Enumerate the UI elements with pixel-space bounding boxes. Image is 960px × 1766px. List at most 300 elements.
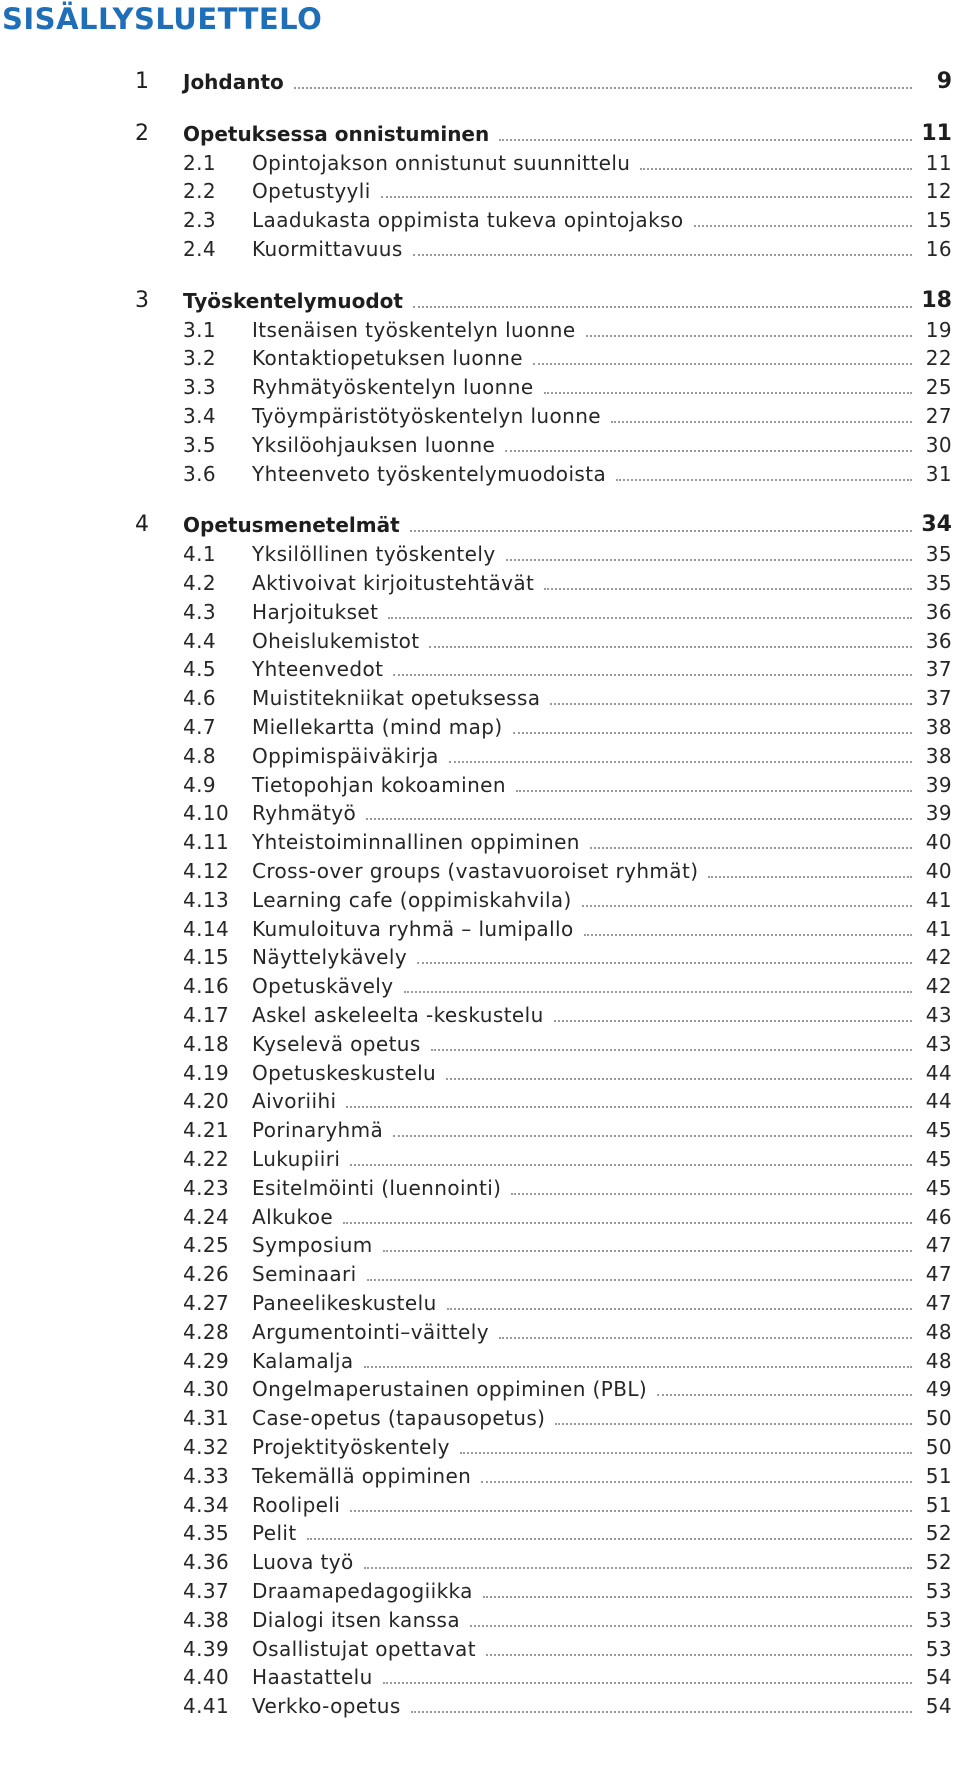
sub-number: 2.2	[183, 179, 217, 204]
sub-label-line	[252, 1404, 918, 1432]
sub-label-line	[252, 1174, 918, 1202]
dot-leader	[350, 1163, 912, 1166]
sub-page-number: 45	[925, 1147, 952, 1171]
sub-page-number: 27	[925, 404, 952, 428]
sub-page-number: 49	[925, 1377, 952, 1402]
toc-section-entry[interactable]	[0, 915, 960, 943]
chapter-number: 2	[135, 120, 149, 146]
sub-label-line	[252, 799, 918, 827]
sub-label-line	[252, 684, 918, 712]
sub-number: 4.1	[183, 542, 217, 567]
toc-section-entry[interactable]	[0, 799, 960, 827]
sub-page-number: 35	[925, 571, 952, 595]
sub-label-line	[252, 316, 918, 344]
sub-page-number: 36	[925, 599, 952, 624]
sub-title: Haastattelu	[252, 1665, 373, 1690]
sub-title: Cross-over groups (vastavuoroiset ryhmät)	[252, 859, 699, 883]
dot-leader	[584, 933, 912, 936]
dot-leader	[447, 1307, 912, 1310]
sub-number: 3.3	[183, 375, 217, 400]
sub-number: 4.35	[183, 1521, 230, 1546]
sub-label-line	[252, 177, 918, 205]
toc-chapter-entry[interactable]	[0, 511, 960, 539]
sub-page-number: 11	[925, 150, 952, 175]
sub-label-line	[252, 373, 918, 401]
dot-leader	[708, 875, 912, 878]
toc-section-entry[interactable]	[0, 1289, 960, 1317]
sub-page-number: 38	[925, 715, 952, 739]
sub-number: 4.7	[183, 715, 217, 739]
toc-section-entry[interactable]	[0, 1548, 960, 1576]
toc-section-entry[interactable]	[0, 1145, 960, 1173]
dot-leader	[431, 1048, 912, 1051]
dot-leader	[393, 1134, 912, 1137]
toc-section-entry[interactable]	[0, 1001, 960, 1029]
dot-leader	[364, 1566, 912, 1569]
toc-section-entry[interactable]	[0, 1260, 960, 1288]
sub-title: Harjoitukset	[252, 599, 379, 624]
toc-section-entry[interactable]	[0, 655, 960, 683]
sub-title: Tietopohjan kokoaminen	[252, 772, 506, 797]
toc-chapter-entry[interactable]	[0, 120, 960, 148]
sub-title: Kontaktiopetuksen luonne	[252, 346, 523, 371]
sub-number: 4.16	[183, 974, 230, 999]
toc-section-entry[interactable]	[0, 886, 960, 914]
sub-label-line	[252, 886, 918, 914]
sub-page-number: 37	[925, 686, 952, 711]
sub-page-number: 53	[925, 1607, 952, 1632]
sub-number: 3.6	[183, 461, 217, 486]
sub-title: Lukupiiri	[252, 1147, 341, 1171]
chapter-page-number: 18	[921, 287, 952, 313]
dot-leader	[410, 529, 912, 532]
sub-label-line	[252, 1635, 918, 1663]
toc-section-entry[interactable]	[0, 460, 960, 488]
sub-number: 4.28	[183, 1319, 230, 1344]
toc-section-entry[interactable]	[0, 206, 960, 234]
sub-page-number: 22	[925, 346, 952, 371]
chapter-page-number: 11	[921, 120, 952, 146]
sub-number: 4.3	[183, 599, 217, 624]
sub-title: Askel askeleelta -keskustelu	[252, 1003, 544, 1027]
sub-number: 3.5	[183, 432, 217, 457]
sub-title: Case-opetus (tapausopetus)	[252, 1406, 546, 1431]
sub-title: Miellekartta (mind map)	[252, 715, 503, 739]
toc-section-entry[interactable]	[0, 1318, 960, 1346]
dot-leader	[367, 1278, 912, 1281]
chapter-number: 1	[135, 69, 149, 94]
sub-page-number: 36	[925, 628, 952, 653]
sub-label-line	[252, 972, 918, 1000]
toc-section-entry[interactable]	[0, 713, 960, 741]
dot-leader	[554, 1019, 912, 1022]
dot-leader	[446, 1077, 912, 1080]
sub-label-line	[252, 1260, 918, 1288]
toc-section-entry[interactable]	[0, 771, 960, 799]
sub-number: 2.4	[183, 237, 217, 261]
sub-page-number: 25	[925, 375, 952, 400]
sub-title: Tekemällä oppiminen	[252, 1463, 472, 1488]
sub-title: Kalamalja	[252, 1348, 354, 1373]
sub-label-line	[252, 1116, 918, 1144]
toc-section-entry[interactable]	[0, 1404, 960, 1432]
dot-leader	[307, 1537, 912, 1540]
sub-number: 4.26	[183, 1262, 230, 1287]
sub-label-line	[252, 857, 918, 885]
toc-section-entry[interactable]	[0, 316, 960, 344]
sub-title: Verkko-opetus	[252, 1694, 401, 1719]
dot-leader	[544, 587, 912, 590]
sub-number: 4.27	[183, 1291, 230, 1315]
sub-page-number: 35	[925, 542, 952, 567]
sub-label-line	[252, 1433, 918, 1461]
toc-section-entry[interactable]	[0, 569, 960, 597]
sub-label-line	[252, 1001, 918, 1029]
sub-number: 4.21	[183, 1118, 230, 1143]
sub-label-line	[252, 1462, 918, 1490]
dot-leader	[364, 1365, 912, 1368]
sub-title: Pelit	[252, 1521, 297, 1546]
sub-title: Yksilöllinen työskentely	[252, 542, 496, 567]
sub-title: Draamapedagogiikka	[252, 1579, 473, 1603]
sub-page-number: 50	[925, 1435, 952, 1459]
sub-number: 4.11	[183, 830, 230, 855]
sub-title: Kumuloituva ryhmä – lumipallo	[252, 916, 574, 941]
sub-title: Symposium	[252, 1233, 373, 1258]
toc-section-entry[interactable]	[0, 373, 960, 401]
sub-page-number: 45	[925, 1175, 952, 1200]
sub-label-line	[252, 713, 918, 741]
sub-number: 2.3	[183, 208, 217, 233]
sub-label-line	[252, 1347, 918, 1375]
sub-number: 4.41	[183, 1694, 230, 1719]
dot-leader	[544, 391, 912, 394]
chapter-title: Johdanto	[183, 70, 284, 94]
toc-section-entry[interactable]	[0, 1059, 960, 1087]
sub-label-line	[252, 460, 918, 488]
sub-number: 4.4	[183, 628, 217, 653]
sub-page-number: 30	[925, 432, 952, 457]
sub-title: Paneelikeskustelu	[252, 1291, 437, 1315]
sub-page-number: 50	[925, 1406, 952, 1431]
sub-label-line	[252, 1663, 918, 1691]
sub-label-line	[252, 1203, 918, 1231]
sub-label-line	[252, 655, 918, 683]
dot-leader	[616, 478, 912, 481]
dot-leader	[505, 449, 912, 452]
chapter-title: Työskentelymuodot	[183, 288, 403, 313]
dot-leader	[383, 1249, 912, 1252]
sub-title: Learning cafe (oppimiskahvila)	[252, 887, 572, 912]
dot-leader	[483, 1595, 912, 1598]
chapter-label-line	[183, 511, 918, 539]
sub-title: Opintojakson onnistunut suunnittelu	[252, 150, 631, 175]
sub-number: 4.17	[183, 1003, 230, 1027]
sub-label-line	[252, 1030, 918, 1058]
dot-leader	[481, 1480, 912, 1483]
sub-number: 4.32	[183, 1435, 230, 1459]
dot-leader	[429, 645, 912, 648]
sub-title: Työympäristötyöskentelyn luonne	[252, 404, 602, 428]
sub-label-line	[252, 1491, 918, 1519]
sub-page-number: 47	[925, 1262, 952, 1287]
sub-page-number: 43	[925, 1031, 952, 1056]
sub-label-line	[252, 540, 918, 568]
sub-title: Porinaryhmä	[252, 1118, 384, 1143]
toc-section-entry[interactable]	[0, 828, 960, 856]
sub-label-line	[252, 627, 918, 655]
sub-number: 4.22	[183, 1147, 230, 1171]
toc-section-entry[interactable]	[0, 1491, 960, 1519]
sub-label-line	[252, 1145, 918, 1173]
toc-section-entry[interactable]	[0, 943, 960, 971]
sub-title: Laadukasta oppimista tukeva opintojakso	[252, 208, 684, 233]
toc-section-entry[interactable]	[0, 1087, 960, 1115]
sub-page-number: 16	[925, 237, 952, 261]
chapter-number: 3	[135, 287, 149, 313]
toc-section-entry[interactable]	[0, 402, 960, 430]
sub-label-line	[252, 1289, 918, 1317]
dot-leader	[640, 167, 912, 170]
sub-label-line	[252, 235, 918, 263]
sub-page-number: 37	[925, 657, 952, 682]
sub-number: 4.29	[183, 1348, 230, 1373]
toc-section-entry[interactable]	[0, 1203, 960, 1231]
toc-section-entry[interactable]	[0, 235, 960, 263]
sub-number: 4.12	[183, 859, 230, 883]
toc-section-entry[interactable]	[0, 1347, 960, 1375]
sub-label-line	[252, 828, 918, 856]
sub-title: Näyttelykävely	[252, 945, 408, 970]
dot-leader	[499, 138, 912, 141]
sub-label-line	[252, 1087, 918, 1115]
sub-title: Esitelmöinti (luennointi)	[252, 1175, 502, 1200]
sub-label-line	[252, 569, 918, 597]
sub-number: 4.36	[183, 1550, 230, 1575]
sub-page-number: 44	[925, 1060, 952, 1085]
sub-page-number: 15	[925, 208, 952, 233]
sub-number: 4.19	[183, 1060, 230, 1085]
toc-section-entry[interactable]	[0, 742, 960, 770]
sub-label-line	[252, 1059, 918, 1087]
sub-number: 4.8	[183, 743, 217, 768]
sub-number: 4.38	[183, 1607, 230, 1632]
sub-page-number: 39	[925, 772, 952, 797]
sub-number: 4.9	[183, 772, 217, 797]
sub-label-line	[252, 1231, 918, 1259]
sub-label-line	[252, 344, 918, 372]
sub-number: 4.30	[183, 1377, 230, 1402]
sub-label-line	[252, 1606, 918, 1634]
dot-leader	[393, 673, 912, 676]
dot-leader	[417, 961, 912, 964]
sub-title: Yhteenveto työskentelymuodoista	[252, 461, 607, 486]
sub-title: Yhteistoiminnallinen oppiminen	[252, 830, 580, 855]
sub-page-number: 48	[925, 1319, 952, 1344]
toc-title: SISÄLLYSLUETTELO	[2, 2, 323, 36]
toc-section-entry[interactable]	[0, 1116, 960, 1144]
sub-title: Aivoriihi	[252, 1089, 337, 1114]
sub-title: Projektityöskentely	[252, 1435, 450, 1459]
sub-label-line	[252, 1692, 918, 1720]
chapter-title: Opetusmenetelmät	[183, 513, 400, 538]
dot-leader	[470, 1624, 912, 1627]
sub-number: 4.14	[183, 916, 230, 941]
sub-page-number: 44	[925, 1089, 952, 1114]
sub-title: Ryhmätyö	[252, 801, 357, 826]
sub-number: 4.15	[183, 945, 230, 970]
toc-section-entry[interactable]	[0, 598, 960, 626]
sub-page-number: 43	[925, 1003, 952, 1027]
dot-leader	[586, 334, 912, 337]
sub-page-number: 42	[925, 974, 952, 999]
sub-label-line	[252, 598, 918, 626]
sub-page-number: 41	[925, 887, 952, 912]
toc-chapter-entry[interactable]	[0, 287, 960, 315]
toc-section-entry[interactable]	[0, 1231, 960, 1259]
dot-leader	[506, 558, 912, 561]
toc-section-entry[interactable]	[0, 1606, 960, 1634]
dot-leader	[294, 86, 912, 89]
sub-number: 4.6	[183, 686, 217, 711]
sub-page-number: 48	[925, 1348, 952, 1373]
dot-leader	[388, 616, 912, 619]
dot-leader	[350, 1509, 912, 1512]
toc-section-entry[interactable]	[0, 1692, 960, 1720]
chapter-label-line	[183, 287, 918, 315]
sub-number: 4.31	[183, 1406, 230, 1431]
dot-leader	[582, 904, 912, 907]
toc-section-entry[interactable]	[0, 1462, 960, 1490]
sub-label-line	[252, 1375, 918, 1403]
toc-section-entry[interactable]	[0, 540, 960, 568]
dot-leader	[657, 1393, 912, 1396]
dot-leader	[611, 420, 912, 423]
sub-label-line	[252, 402, 918, 430]
dot-leader	[550, 702, 912, 705]
dot-leader	[383, 1681, 912, 1684]
toc-section-entry[interactable]	[0, 972, 960, 1000]
sub-number: 4.40	[183, 1665, 230, 1690]
sub-title: Alkukoe	[252, 1204, 334, 1229]
sub-label-line	[252, 1577, 918, 1605]
sub-number: 4.25	[183, 1233, 230, 1258]
sub-title: Itsenäisen työskentelyn luonne	[252, 317, 576, 342]
sub-title: Luova työ	[252, 1550, 354, 1575]
sub-page-number: 51	[925, 1463, 952, 1488]
sub-page-number: 54	[925, 1694, 952, 1719]
sub-page-number: 19	[925, 317, 952, 342]
dot-leader	[499, 1336, 912, 1339]
dot-leader	[694, 224, 912, 227]
sub-page-number: 39	[925, 801, 952, 826]
toc-section-entry[interactable]	[0, 1030, 960, 1058]
chapter-label-line	[183, 120, 918, 148]
sub-title: Ryhmätyöskentelyn luonne	[252, 375, 534, 400]
toc-chapter-entry[interactable]	[0, 68, 960, 96]
toc-section-entry[interactable]	[0, 1635, 960, 1663]
sub-number: 4.5	[183, 657, 217, 682]
dot-leader	[460, 1451, 912, 1454]
dot-leader	[533, 362, 912, 365]
sub-number: 4.20	[183, 1089, 230, 1114]
sub-title: Osallistujat opettavat	[252, 1636, 476, 1661]
sub-title: Kyselevä opetus	[252, 1031, 421, 1056]
dot-leader	[513, 731, 912, 734]
sub-title: Oheislukemistot	[252, 628, 420, 653]
sub-label-line	[252, 742, 918, 770]
dot-leader	[366, 817, 912, 820]
dot-leader	[411, 1710, 912, 1713]
sub-label-line	[252, 915, 918, 943]
toc-section-entry[interactable]	[0, 1519, 960, 1547]
toc-section-entry[interactable]	[0, 1433, 960, 1461]
sub-number: 3.2	[183, 346, 217, 371]
toc-section-entry[interactable]	[0, 431, 960, 459]
sub-page-number: 38	[925, 743, 952, 768]
sub-page-number: 41	[925, 916, 952, 941]
sub-label-line	[252, 1318, 918, 1346]
dot-leader	[404, 990, 913, 993]
toc-section-entry[interactable]	[0, 1577, 960, 1605]
toc-section-entry[interactable]	[0, 627, 960, 655]
sub-number: 4.37	[183, 1579, 230, 1603]
sub-title: Oppimispäiväkirja	[252, 743, 439, 768]
dot-leader	[486, 1653, 912, 1656]
toc-section-entry[interactable]	[0, 684, 960, 712]
sub-title: Opetuskeskustelu	[252, 1060, 437, 1085]
sub-title: Dialogi itsen kanssa	[252, 1607, 461, 1632]
sub-title: Ongelmaperustainen oppiminen (PBL)	[252, 1377, 648, 1402]
dot-leader	[590, 846, 912, 849]
toc-section-entry[interactable]	[0, 1174, 960, 1202]
sub-page-number: 47	[925, 1233, 952, 1258]
sub-page-number: 31	[925, 461, 952, 486]
toc-section-entry[interactable]	[0, 857, 960, 885]
toc-section-entry[interactable]	[0, 1375, 960, 1403]
sub-number: 4.18	[183, 1031, 230, 1056]
dot-leader	[413, 253, 912, 256]
sub-title: Muistitekniikat opetuksessa	[252, 686, 541, 711]
sub-page-number: 46	[925, 1204, 952, 1229]
toc-section-entry[interactable]	[0, 1663, 960, 1691]
chapter-label-line	[183, 68, 918, 96]
toc-section-entry[interactable]	[0, 177, 960, 205]
sub-page-number: 45	[925, 1118, 952, 1143]
sub-number: 3.4	[183, 404, 217, 428]
sub-number: 3.1	[183, 317, 217, 342]
sub-page-number: 12	[925, 179, 952, 204]
sub-label-line	[252, 1548, 918, 1576]
dot-leader	[381, 195, 912, 198]
dot-leader	[413, 305, 912, 308]
chapter-title: Opetuksessa onnistuminen	[183, 121, 490, 146]
sub-page-number: 52	[925, 1550, 952, 1575]
sub-title: Yksilöohjauksen luonne	[252, 432, 496, 457]
sub-title: Opetustyyli	[252, 179, 371, 204]
sub-page-number: 51	[925, 1492, 952, 1517]
sub-number: 4.34	[183, 1492, 230, 1517]
toc-section-entry[interactable]	[0, 344, 960, 372]
sub-label-line	[252, 149, 918, 177]
sub-page-number: 40	[925, 859, 952, 883]
sub-page-number: 42	[925, 945, 952, 970]
sub-title: Roolipeli	[252, 1492, 341, 1517]
toc-section-entry[interactable]	[0, 149, 960, 177]
sub-page-number: 53	[925, 1636, 952, 1661]
dot-leader	[343, 1221, 912, 1224]
sub-title: Argumentointi–väittely	[252, 1319, 489, 1344]
